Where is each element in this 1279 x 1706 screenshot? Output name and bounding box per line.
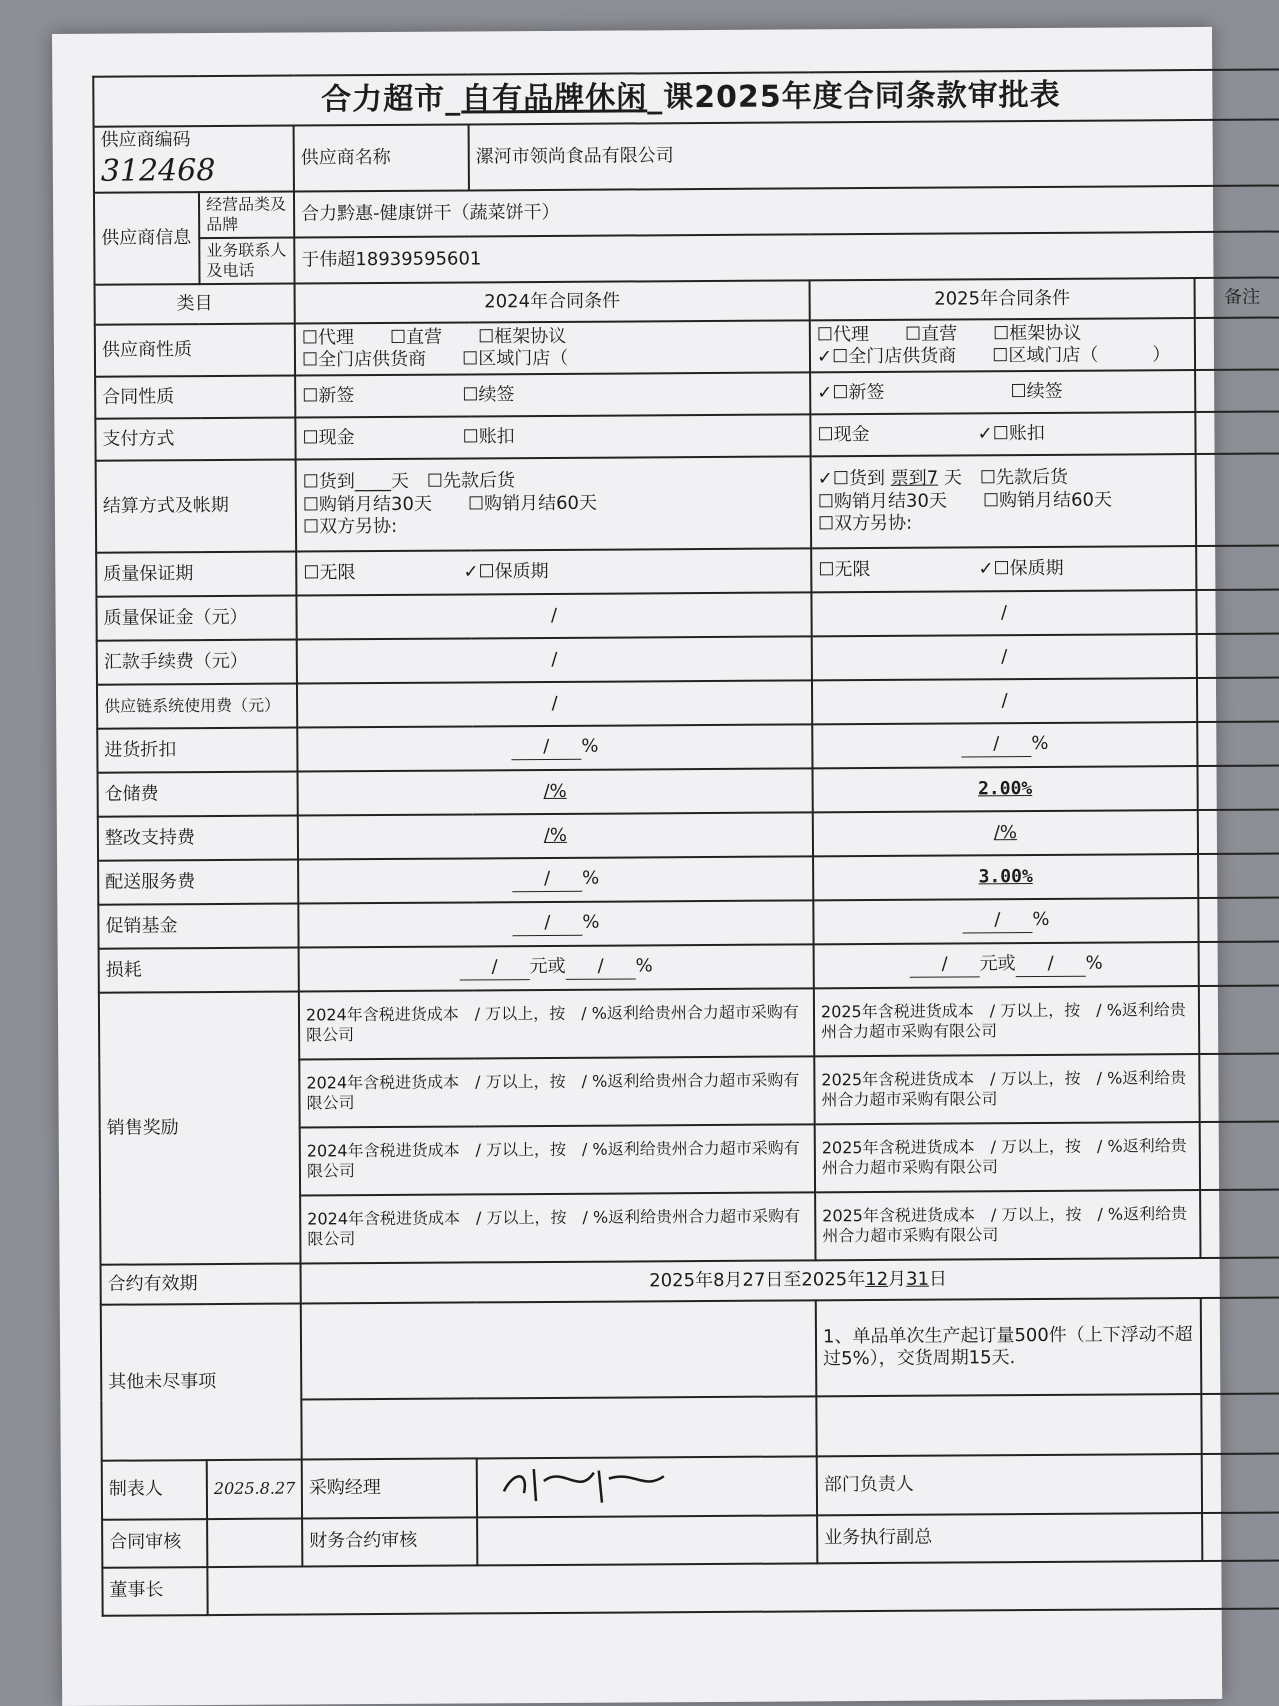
other-2024-blank: [301, 1396, 816, 1459]
dept-head-label: 部门负责人: [817, 1454, 1202, 1515]
supplier-name-label: 供应商名称: [294, 124, 469, 191]
row-label-validity: 合约有效期: [101, 1264, 301, 1305]
header-category: 类目: [95, 284, 295, 325]
remit-2025: /: [812, 634, 1197, 680]
remark-cell: [1195, 317, 1279, 370]
remark-cell: [1197, 677, 1279, 722]
row-label-contract: 合同性质: [95, 376, 295, 419]
storage-2025: 2.00%: [813, 766, 1198, 812]
rebate-2025-tier: 2025年含税进货成本 / 万以上，按 / %返利给贵州合力超市采购有限公司: [814, 1054, 1199, 1124]
delivery-2024: / %: [298, 856, 813, 903]
row-label-settle: 结算方式及帐期: [96, 460, 297, 553]
promo-2025: / %: [813, 898, 1198, 944]
deposit-2024: /: [296, 592, 811, 639]
rectify-2025: /%: [813, 810, 1198, 856]
row-label-payment: 支付方式: [95, 418, 295, 461]
brand-label: 经营品类及品牌: [199, 192, 294, 239]
settle-2025: ✓☐货到 票到7 天 ☐先款后货 ☐购销月结30天 ☐购销月结60天 ☐双方另协:: [811, 454, 1197, 548]
row-label-storage: 仓储费: [98, 772, 298, 817]
maker-date-handwritten: 2025.8.27: [213, 1478, 296, 1499]
other-2025: 1、单品单次生产起订量500件（上下浮动不超过5%），交货周期15天.: [816, 1298, 1202, 1396]
scm-2024: /: [297, 680, 812, 727]
rebate-2024-tier: 2024年含税进货成本 / 万以上，按 / %返利给贵州合力超市采购有限公司: [300, 1124, 815, 1195]
maker-label: 制表人: [102, 1460, 207, 1519]
loss-2024: / 元或 / %: [299, 944, 814, 991]
validity-value: 2025年8月27日至2025年12月31日: [301, 1257, 1279, 1303]
supplier-info-label: 供应商信息: [94, 192, 200, 285]
buyer-mgr-signature-cell: [477, 1456, 817, 1517]
supplier-code-handwritten: 312468: [100, 152, 216, 189]
remark-cell: [1195, 411, 1279, 454]
remark-cell: [1198, 853, 1279, 898]
contract-approval-table: [92, 68, 1279, 1616]
contract-review-signature-cell: [207, 1518, 302, 1567]
row-label-rectify: 整改支持费: [98, 816, 298, 861]
remark-cell: [1199, 985, 1279, 1054]
nature-2024: ☐代理 ☐直营 ☐框架协议 ☐全门店供货商 ☐区域门店（: [295, 320, 810, 375]
rebate-2024-tier: 2024年含税进货成本 / 万以上，按 / %返利给贵州合力超市采购有限公司: [299, 988, 814, 1059]
payment-2025: ☐现金 ✓☐账扣: [810, 412, 1195, 456]
other-2025-blank: [816, 1394, 1201, 1456]
rebate-2024-tier: 2024年含税进货成本 / 万以上，按 / %返利给贵州合力超市采购有限公司: [300, 1192, 815, 1263]
header-remark: 备注: [1195, 277, 1279, 318]
remark-cell: [1196, 589, 1279, 634]
exec-vp-label: 业务执行副总: [817, 1513, 1202, 1563]
remark-cell: [1200, 1121, 1279, 1190]
contract-review-label: 合同审核: [102, 1519, 207, 1568]
form-title: 合力超市_自有品牌休闲_课2025年度合同条款审批表: [93, 69, 1279, 126]
rectify-2024: /%: [298, 812, 813, 859]
nature-2025: ☐代理 ☐直营 ☐框架协议 ✓☐全门店供货商 ☐区域门店（ ）: [810, 318, 1195, 372]
remark-cell: [1195, 369, 1279, 412]
delivery-2025: 3.00%: [813, 854, 1198, 900]
quality-2025: ☐无限 ✓☐保质期: [811, 546, 1196, 592]
settle-2024: ☐货到____天 ☐先款后货 ☐购销月结30天 ☐购销月结60天 ☐双方另协:: [296, 456, 812, 551]
remit-2024: /: [297, 636, 812, 683]
brand-value: 合力黔惠-健康饼干（蔬菜饼干）: [294, 185, 1279, 237]
discount-2025: / %: [812, 722, 1197, 768]
rebate-2024-tier: 2024年含税进货成本 / 万以上，按 / %返利给贵州合力超市采购有限公司: [299, 1056, 814, 1127]
payment-2024: ☐现金 ☐账扣: [295, 414, 810, 459]
storage-2024: /%: [298, 768, 813, 815]
contract-2025: ✓☐新签 ☐续签: [810, 370, 1195, 414]
supplier-name-value: 漯河市领尚食品有限公司: [469, 119, 1279, 190]
header-2025: 2025年合同条件: [810, 278, 1195, 320]
remark-cell: [1200, 1189, 1279, 1258]
remark-cell: [1201, 1297, 1279, 1394]
remark-cell: [1198, 897, 1279, 942]
row-label-nature: 供应商性质: [95, 324, 295, 377]
remark-cell: [1197, 633, 1279, 678]
finance-review-label: 财务合约审核: [302, 1517, 477, 1566]
discount-2024: / %: [297, 724, 812, 771]
promo-2024: / %: [298, 900, 813, 947]
exec-vp-signature-cell: [1202, 1512, 1279, 1561]
deposit-2025: /: [811, 590, 1196, 636]
rebate-2025-tier: 2025年含税进货成本 / 万以上，按 / %返利给贵州合力超市采购有限公司: [815, 1190, 1200, 1260]
row-label-loss: 损耗: [99, 948, 299, 993]
remark-cell: [1196, 545, 1279, 590]
contract-2024: ☐新签 ☐续签: [295, 372, 810, 417]
maker-signature-cell: [207, 1460, 302, 1519]
chairman-label: 董事长: [102, 1567, 207, 1616]
loss-2025: / 元或 / %: [814, 942, 1199, 988]
rebate-2025-tier: 2025年含税进货成本 / 万以上，按 / %返利给贵州合力超市采购有限公司: [814, 986, 1199, 1056]
finance-review-signature-cell: [477, 1515, 817, 1565]
row-label-promo: 促销基金: [98, 904, 298, 949]
row-label-other: 其他未尽事项: [101, 1304, 302, 1461]
scm-2025: /: [812, 678, 1197, 724]
chairman-signature-cell: [207, 1560, 1279, 1615]
remark-cell: [1198, 809, 1279, 854]
remark-cell: [1199, 941, 1279, 986]
remark-cell: [1197, 765, 1279, 810]
rebate-2025-tier: 2025年含税进货成本 / 万以上，按 / %返利给贵州合力超市采购有限公司: [815, 1122, 1200, 1192]
row-label-remit: 汇款手续费（元）: [97, 640, 297, 685]
buyer-mgr-label: 采购经理: [302, 1458, 477, 1518]
approval-form-paper: [52, 27, 1261, 1706]
row-label-deposit: 质量保证金（元）: [96, 596, 296, 641]
row-label-quality: 质量保证期: [96, 552, 296, 597]
header-2024: 2024年合同条件: [295, 280, 810, 323]
row-label-scm: 供应链系统使用费（元）: [97, 684, 297, 729]
remark-cell: [1196, 453, 1279, 546]
dept-head-signature-cell: [1202, 1453, 1279, 1512]
other-2024: [301, 1300, 817, 1399]
remark-cell: [1199, 1053, 1279, 1122]
contact-value: 于伟超18939595601: [294, 231, 1279, 283]
row-label-discount: 进货折扣: [97, 728, 297, 773]
row-label-delivery: 配送服务费: [98, 860, 298, 905]
remark-cell: [1201, 1393, 1279, 1454]
buyer-mgr-signature: [484, 1460, 684, 1507]
quality-2024: ☐无限 ✓☐保质期: [296, 548, 811, 595]
supplier-code-cell: 供应商编码 312468: [94, 126, 294, 193]
contact-label: 业务联系人及电话: [199, 238, 294, 285]
remark-cell: [1197, 721, 1279, 766]
row-label-rebate: 销售奖励: [99, 992, 301, 1265]
